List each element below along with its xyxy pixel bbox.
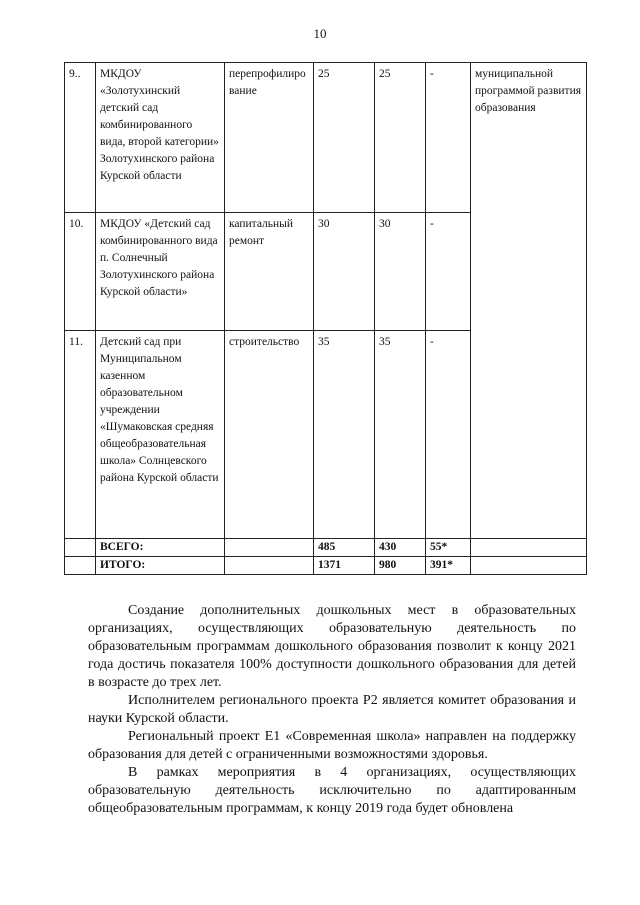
funding-source [471, 557, 587, 575]
row-number [65, 557, 96, 575]
total-label: ВСЕГО: [96, 539, 225, 557]
places-difference: - [426, 63, 471, 213]
places-planned: 25 [314, 63, 375, 213]
paragraph: В рамках мероприятия в 4 организациях, осуществляющих образовательную деятельность исключительно по адаптированным общеобразовательным программам, к концу 2019 года будет обновлена [88, 765, 576, 816]
facilities-table [64, 62, 587, 575]
work-type: строительство [225, 331, 314, 539]
total-planned: 1371 [314, 557, 375, 575]
places-difference: - [426, 213, 471, 331]
table-row-subtotal [65, 539, 587, 557]
total-created: 980 [375, 557, 426, 575]
paragraph: Региональный проект Е1 «Современная школа» направлен на поддержку образования для детей с ограниченными возможностями здоровья. [88, 729, 576, 762]
places-created: 30 [375, 213, 426, 331]
table-row [65, 63, 587, 213]
total-difference: 391* [426, 557, 471, 575]
total-label: ИТОГО: [96, 557, 225, 575]
row-number: 11. [65, 331, 96, 539]
places-planned: 30 [314, 213, 375, 331]
funding-source: муниципальной программой развития образования [471, 63, 587, 539]
body-text [88, 602, 576, 818]
row-number [65, 539, 96, 557]
row-number: 10. [65, 213, 96, 331]
institution-name: Детский сад при Муниципальном казенном образовательном учреждении «Шумаковская средняя общеобразовательная школа» Солнцевского района Курской области [96, 331, 225, 539]
paragraph: Исполнителем регионального проекта Р2 является комитет образования и науки Курской области. [88, 693, 576, 726]
places-created: 25 [375, 63, 426, 213]
work-type: капитальный ремонт [225, 213, 314, 331]
institution-name: МКДОУ «Детский сад комбинированного вида п. Солнечный Золотухинского района Курской области» [96, 213, 225, 331]
page-number: 10 [313, 26, 327, 41]
row-number: 9.. [65, 63, 96, 213]
work-type: перепрофилирование [225, 63, 314, 213]
total-difference: 55* [426, 539, 471, 557]
places-created: 35 [375, 331, 426, 539]
total-created: 430 [375, 539, 426, 557]
table-row-grand-total [65, 557, 587, 575]
work-type [225, 539, 314, 557]
total-planned: 485 [314, 539, 375, 557]
institution-name: МКДОУ «Золотухинский детский сад комбинированного вида, второй категории» Золотухинского района Курской области [96, 63, 225, 213]
funding-source [471, 539, 587, 557]
paragraph: Создание дополнительных дошкольных мест в образовательных организациях, осуществляющих образовательную деятельность по образовательным программам дошкольного образования позволит к концу 2021 года достичь показателя 100% доступности дошкольного образования для детей в возрасте до трех лет. [88, 603, 576, 690]
work-type [225, 557, 314, 575]
places-difference: - [426, 331, 471, 539]
places-planned: 35 [314, 331, 375, 539]
